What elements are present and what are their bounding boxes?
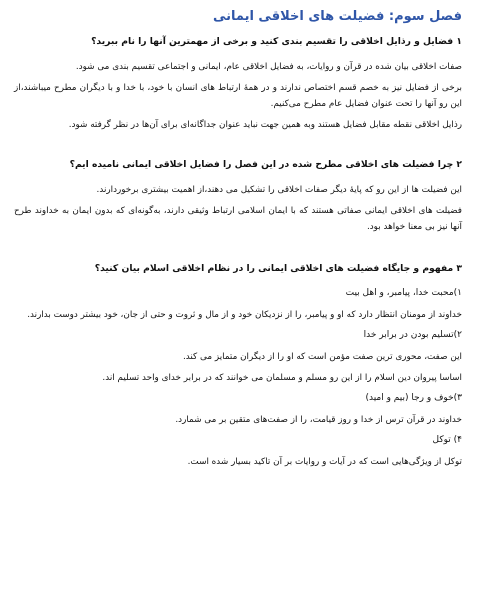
item-2-paragraph-1: این صفت، محوری ترین صفت مؤمن است که او را از دیگران متمایز می کند. — [182, 352, 462, 362]
item-1-paragraph-1: خداوند از مومنان انتظار دارد که او و پیامبر، را از نزدیکان خود و از مال و ثروت و حتی از جان، خود بیشتر دوست بدارند. — [27, 310, 462, 320]
item-2-paragraph-2: اساسا پیروان دین اسلام را از این رو مسلم و مسلمان می خوانند که در برابر خدای واحد تسلیم اند. — [102, 373, 462, 383]
section-spacer — [14, 138, 462, 158]
question-2: ۲ چرا فضیلت های اخلاقی مطرح شده در این فصل را فضایل اخلاقی ایمانی نامیده ایم؟ — [69, 159, 462, 170]
item-4-heading: ۴) توکل — [432, 435, 462, 445]
answer-1-paragraph-3: رذایل اخلاقی نقطه مقابل فضایل هستند وبه همین جهت نباید عنوان جداگانه‌ای برای آن‌ها در نظر گرفته شود. — [68, 120, 462, 130]
answer-1-paragraph-1: صفات اخلاقی بیان شده در قرآن و روایات، به فضایل اخلاقی عام، ایمانی و اجتماعی تقسیم بندی می شود. — [75, 62, 462, 72]
chapter-title: فصل سوم: فضیلت های اخلاقی ایمانی — [212, 9, 462, 24]
item-3-heading: ۳)خوف و رجا (بیم و امید) — [365, 393, 462, 403]
answer-2-paragraph-1: این فضیلت ها از این رو که پایهٔ دیگر صفات اخلاقی را تشکیل می دهند،از اهمیت بیشتری برخوردارند. — [96, 185, 462, 195]
question-3: ۳ مفهوم و جایگاه فضیلت های اخلاقی ایمانی را در نظام اخلاقی اسلام بیان کنید؟ — [94, 263, 462, 274]
item-3-paragraph-1: خداوند در قرآن ترس از خدا و روز قیامت، را از صفت‌های متقین بر می شمارد. — [175, 415, 462, 425]
item-4-paragraph-1: توکل از ویژگی‌هایی است که در آیات و روایات بر آن تاکید بسیار شده است. — [187, 457, 462, 467]
answer-1-paragraph-2: برخی از فضایل نیز به خصم قسم اختصاص ندارند و در همهٔ ارتباط های انسان با خود، با خدا و با دیگران مطرح میباشند،از این رو آنها را تحت عنوان فضایل عام مطرح می‌کنیم. — [14, 83, 462, 109]
item-1-heading: ۱)محبت خدا، پیامبر، و اهل بیت — [345, 288, 462, 298]
item-2-heading: ۲)تسلیم بودن در برابر خدا — [363, 330, 462, 340]
section-spacer — [14, 240, 462, 262]
answer-2-paragraph-2: فضیلت های اخلاقی ایمانی صفاتی هستند که با ایمان اسلامی ارتباط وثیقی دارند، بەگونەای که بدون ایمان به خداوند طرح آنها نیز بی معنا خواهد بود. — [14, 206, 462, 232]
question-1: ۱ فضایل و رذایل اخلاقی را تقسیم بندی کنید و برخی از مهمترین آنها را نام ببرید؟ — [91, 36, 462, 47]
